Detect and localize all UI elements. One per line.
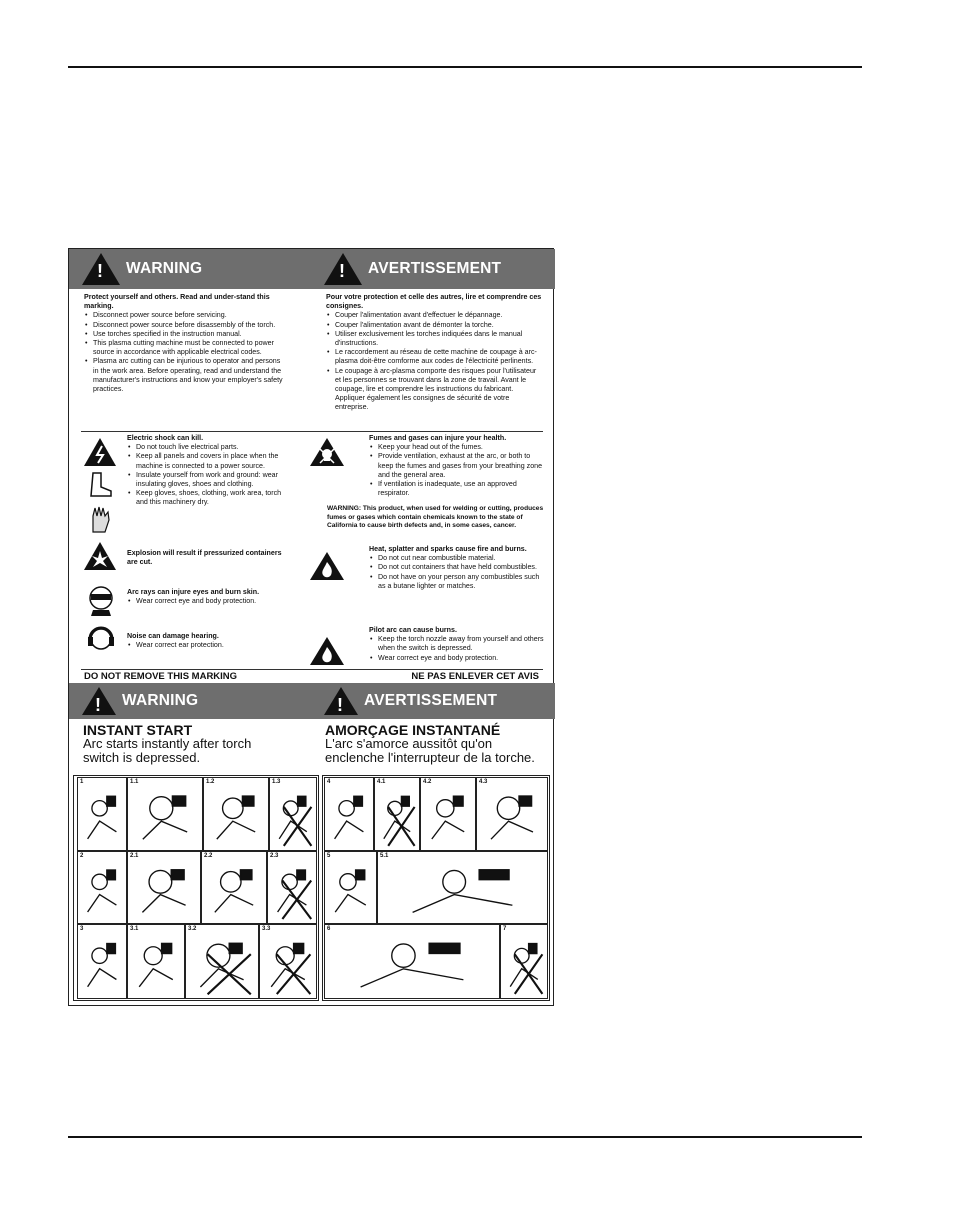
list-item: • This plasma cutting machine must be connected to power source in accordance with applicable electrical codes. xyxy=(93,339,284,357)
pictogram-icon xyxy=(78,778,126,850)
pictogram-cell xyxy=(127,924,185,999)
list-item: • Le raccordement au réseau de cette machine de coupage à arc-plasma doit-être comforme aux codes de l'électricité perlinents. xyxy=(335,348,544,366)
divider xyxy=(81,431,543,432)
explosion-title: Explosion will result if pressurized containers are cut. xyxy=(127,549,282,567)
intro-fr xyxy=(326,293,544,413)
pictogram-icon xyxy=(204,778,268,850)
warning-header-en: WARNING xyxy=(126,260,203,277)
boot-icon xyxy=(87,471,113,502)
noise-warning xyxy=(127,632,287,650)
pictogram-number: 5.1 xyxy=(380,853,389,859)
explosion-icon xyxy=(83,541,117,576)
do-not-remove-fr: NE PAS ENLEVER CET AVIS xyxy=(411,671,539,682)
list-item: • Disconnect power source before servicing. xyxy=(93,311,284,320)
pictogram-number: 1 xyxy=(80,779,84,785)
pictogram-cell xyxy=(500,924,548,999)
pictogram-number: 4.1 xyxy=(377,779,386,785)
list-item: • Wear correct ear protection. xyxy=(136,641,287,650)
intro-title-fr: Pour votre protection et celle des autres, lire et comprendre ces consignes. xyxy=(326,293,542,311)
warning-label xyxy=(68,248,554,1006)
list-item: • Wear correct eye and body protection. xyxy=(136,597,297,606)
pictogram-icon xyxy=(501,925,547,998)
pictogram-cell xyxy=(77,851,127,924)
do-not-remove-en: DO NOT REMOVE THIS MARKING xyxy=(84,671,238,682)
list-item: • Do not cut containers that have held combustibles. xyxy=(378,563,544,572)
pictogram-icon xyxy=(260,925,316,998)
pictogram-cell xyxy=(324,851,377,924)
pictogram-icon xyxy=(128,778,202,850)
fumes-title: Fumes and gases can injure your health. xyxy=(369,434,507,442)
pictogram-cell xyxy=(201,851,267,924)
pictogram-icon xyxy=(268,852,316,923)
list-item: • Disconnect power source before disassembly of the torch. xyxy=(93,321,284,330)
fire-icon xyxy=(309,551,345,586)
warning-triangle-icon xyxy=(324,253,362,285)
pictogram-number: 4 xyxy=(327,779,331,785)
instant-start-fr xyxy=(325,723,545,765)
pictogram-number: 4.2 xyxy=(423,779,432,785)
shock-title: Electric shock can kill. xyxy=(127,434,204,442)
pictogram-icon xyxy=(325,852,376,923)
arcrays-title: Arc rays can injure eyes and burn skin. xyxy=(127,588,260,596)
arcrays-warning xyxy=(127,588,297,606)
glove-icon xyxy=(87,504,113,539)
instant-title-fr: AMORÇAGE INSTANTANÉ xyxy=(325,722,501,738)
fire-icon xyxy=(309,636,345,671)
instant-text-en: Arc starts instantly after torch switch is depressed. xyxy=(83,736,252,765)
pictogram-number: 2.1 xyxy=(130,853,139,859)
pictogram-number: 4.3 xyxy=(479,779,488,785)
list-item: • Do not cut near combustible material. xyxy=(378,554,544,563)
pictogram-number: 2.2 xyxy=(204,853,213,859)
pictogram-cell xyxy=(267,851,317,924)
pictogram-icon xyxy=(325,925,499,998)
warning-header-en-2: WARNING xyxy=(122,692,199,709)
list-item: • Keep all panels and covers in place when the machine is connected to a power source. xyxy=(136,452,287,470)
pilot-arc-warning xyxy=(369,626,544,663)
pictogram-number: 2.3 xyxy=(270,853,279,859)
list-item: • Insulate yourself from work and ground: wear insulating gloves, shoes and clothing. xyxy=(136,471,287,489)
noise-title: Noise can damage hearing. xyxy=(127,632,219,640)
list-item: • Couper l'alimentation avant de démonter la torche. xyxy=(335,321,544,330)
ear-protection-icon xyxy=(87,625,115,660)
pictogram-icon xyxy=(378,852,547,923)
pilot-title: Pilot arc can cause burns. xyxy=(369,626,457,634)
list-item: • Keep gloves, shoes, clothing, work area, torch and this machinery dry. xyxy=(136,489,287,507)
fire-warning xyxy=(369,545,544,591)
divider xyxy=(81,669,543,670)
list-item: • Do not touch live electrical parts. xyxy=(136,443,287,452)
pictogram-icon xyxy=(128,925,184,998)
warning-header-fr-2: AVERTISSEMENT xyxy=(364,692,498,709)
prop65-warning xyxy=(327,505,545,531)
pictogram-icon xyxy=(375,778,419,850)
pictogram-cell xyxy=(77,777,127,851)
pictogram-cell xyxy=(324,777,374,851)
list-item: • Wear correct eye and body protection. xyxy=(378,654,544,663)
list-item: • Plasma arc cutting can be injurious to operator and persons in the work area. Before operating, read and understand the manufacturer's instructions and know your employer's safety practices. xyxy=(93,357,284,394)
list-item: • Use torches specified in the instruction manual. xyxy=(93,330,284,339)
list-item: • Do not have on your person any combustibles such as a butane lighter or matches. xyxy=(378,573,544,591)
list-item: • If ventilation is inadequate, use an approved respirator. xyxy=(378,480,544,498)
warning-triangle-icon xyxy=(82,253,120,285)
instant-start-en xyxy=(83,723,283,765)
instant-text-fr: L'arc s'amorce aussitôt qu'on enclenche l'interrupteur de la torche. xyxy=(325,736,535,765)
prop65-text: WARNING: This product, when used for welding or cutting, produces fumes or gases which contain chemicals known to the state of California to cause birth defects and, in some cases, cancer. xyxy=(327,505,544,529)
pictogram-icon xyxy=(186,925,258,998)
pictogram-number: 1.2 xyxy=(206,779,215,785)
skull-icon xyxy=(309,437,345,472)
pictogram-cell xyxy=(203,777,269,851)
pictogram-icon xyxy=(128,852,200,923)
pictogram-cell xyxy=(127,851,201,924)
pictogram-number: 3.3 xyxy=(262,926,271,932)
pictogram-number: 7 xyxy=(503,926,507,932)
pictogram-icon xyxy=(78,925,126,998)
list-item: • Provide ventilation, exhaust at the arc, or both to keep the fumes and gases from your breathing zone and the general area. xyxy=(378,452,544,480)
pictogram-cell xyxy=(324,924,500,999)
pictogram-cell xyxy=(420,777,476,851)
intro-title-en: Protect yourself and others. Read and under-stand this marking. xyxy=(84,293,270,311)
pictogram-cell xyxy=(185,924,259,999)
pictogram-icon xyxy=(78,852,126,923)
pictogram-cell xyxy=(127,777,203,851)
fire-title: Heat, splatter and sparks cause fire and burns. xyxy=(369,545,527,553)
top-header-bar xyxy=(69,249,555,289)
pictogram-number: 2 xyxy=(80,853,84,859)
pictogram-number: 3.2 xyxy=(188,926,197,932)
pictogram-number: 1.1 xyxy=(130,779,139,785)
pictogram-cell xyxy=(476,777,548,851)
fumes-warning xyxy=(369,434,544,498)
list-item: • Utiliser exclusivement les torches indiquées dans le manual d'instructions. xyxy=(335,330,544,348)
instant-header-bar xyxy=(69,683,555,719)
pictogram-number: 1.3 xyxy=(272,779,281,785)
warning-triangle-icon xyxy=(82,687,116,715)
bottom-rule xyxy=(68,1136,862,1138)
pictogram-number: 3 xyxy=(80,926,84,932)
pictogram-icon xyxy=(325,778,373,850)
list-item: • Le coupage à arc-plasma comporte des risques pour l'utilisateur et les personnes se trouvant dans la zone de travail. Avant le coupage, lire et comprendre les instructions du fabricant. Appliquer également les consignes de sécurité de votre entreprise. xyxy=(335,367,544,413)
pictogram-icon xyxy=(477,778,547,850)
intro-en xyxy=(84,293,284,394)
list-item: • Couper l'alimentation avant d'effectuer le dépannage. xyxy=(335,311,544,320)
pictogram-cell xyxy=(377,851,548,924)
pictogram-icon xyxy=(421,778,475,850)
pictogram-number: 3.1 xyxy=(130,926,139,932)
electric-shock-icon xyxy=(83,437,117,472)
pictogram-cell xyxy=(374,777,420,851)
pictogram-cell xyxy=(269,777,317,851)
pictogram-cell xyxy=(77,924,127,999)
list-item: • Keep your head out of the fumes. xyxy=(378,443,544,452)
shock-warning xyxy=(127,434,287,508)
pictogram-icon xyxy=(270,778,316,850)
warning-triangle-icon xyxy=(324,687,358,715)
top-rule xyxy=(68,66,862,68)
pictogram-icon xyxy=(202,852,266,923)
pictogram-number: 5 xyxy=(327,853,331,859)
list-item: • Keep the torch nozzle away from yourself and others when the switch is depressed. xyxy=(378,635,544,653)
pictogram-number: 6 xyxy=(327,926,331,932)
instant-title-en: INSTANT START xyxy=(83,722,193,738)
explosion-warning xyxy=(127,549,287,567)
face-shield-icon xyxy=(87,584,115,621)
warning-header-fr: AVERTISSEMENT xyxy=(368,260,502,277)
pictogram-cell xyxy=(259,924,317,999)
